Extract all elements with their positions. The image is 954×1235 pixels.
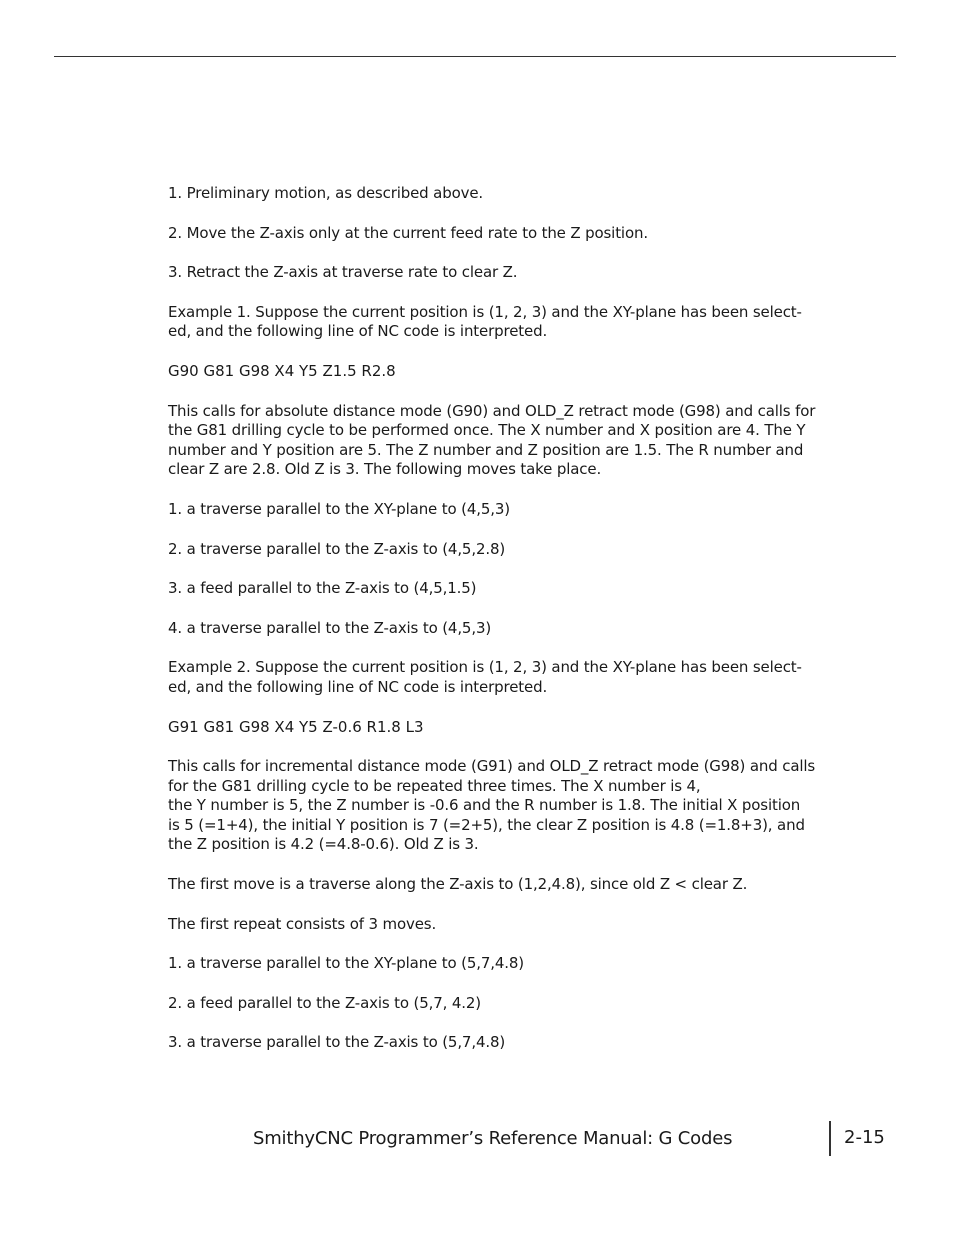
text-line: ed, and the following line of NC code is interpreted. <box>168 322 548 341</box>
first-repeat-statement: The first repeat consists of 3 moves. <box>168 914 437 933</box>
text-line: the Y number is 5, the Z number is -0.6 and the R number is 1.8. The initial X position <box>168 796 801 815</box>
text-line: clear Z are 2.8. Old Z is 3. The following moves take place. <box>168 460 602 479</box>
example-2-intro <box>168 658 818 697</box>
step-preliminary-motion: 1. Preliminary motion, as described above. <box>168 184 484 202</box>
text-line: ed, and the following line of NC code is interpreted. <box>168 677 548 696</box>
example-1-move-3: 3. a feed parallel to the Z-axis to (4,5,1.5) <box>168 579 477 598</box>
example-1-explanation <box>168 402 818 480</box>
text-line: This calls for incremental distance mode (G91) and OLD_Z retract mode (G98) and calls <box>168 757 816 776</box>
footer-manual-title: SmithyCNC Programmer’s Reference Manual: G Codes <box>253 1128 733 1149</box>
header-rule <box>54 56 896 57</box>
example-1-move-2: 2. a traverse parallel to the Z-axis to (4,5,2.8) <box>168 539 506 558</box>
example-1-move-4: 4. a traverse parallel to the Z-axis to (4,5,3) <box>168 618 492 637</box>
example-1-move-1: 1. a traverse parallel to the XY-plane to (4,5,3) <box>168 499 510 518</box>
text-line: Example 1. Suppose the current position is (1, 2, 3) and the XY-plane has been select- <box>168 302 802 321</box>
text-line: This calls for absolute distance mode (G90) and OLD_Z retract mode (G98) and calls for <box>168 401 816 420</box>
example-1-intro <box>168 303 818 342</box>
repeat-move-1: 1. a traverse parallel to the XY-plane to (5,7,4.8) <box>168 954 524 973</box>
text-line: the G81 drilling cycle to be performed once. The X number and X position are 4. The Y <box>168 421 806 440</box>
page-number: 2-15 <box>844 1127 885 1148</box>
step-retract-z-axis: 3. Retract the Z-axis at traverse rate to clear Z. <box>168 263 518 282</box>
repeat-move-3: 3. a traverse parallel to the Z-axis to (5,7,4.8) <box>168 1033 506 1052</box>
text-line: the Z position is 4.2 (=4.8-0.6). Old Z is 3. <box>168 835 479 854</box>
example-2-code: G91 G81 G98 X4 Y5 Z-0.6 R1.8 L3 <box>168 717 424 736</box>
step-move-z-axis: 2. Move the Z-axis only at the current feed rate to the Z position. <box>168 223 648 242</box>
text-line: Example 2. Suppose the current position is (1, 2, 3) and the XY-plane has been select- <box>168 658 802 677</box>
first-move-statement: The first move is a traverse along the Z-axis to (1,2,4.8), since old Z < clear Z. <box>168 875 748 894</box>
text-line: number and Y position are 5. The Z number and Z position are 1.5. The R number and <box>168 440 804 459</box>
example-2-explanation <box>168 757 818 855</box>
example-1-code: G90 G81 G98 X4 Y5 Z1.5 R2.8 <box>168 361 396 380</box>
page-body <box>168 184 818 1073</box>
text-line: for the G81 drilling cycle to be repeated three times. The X number is 4, <box>168 776 701 795</box>
footer-divider <box>829 1121 831 1156</box>
repeat-move-2: 2. a feed parallel to the Z-axis to (5,7, 4.2) <box>168 993 481 1012</box>
text-line: is 5 (=1+4), the initial Y position is 7 (=2+5), the clear Z position is 4.8 (=1.8+3), and <box>168 815 805 834</box>
